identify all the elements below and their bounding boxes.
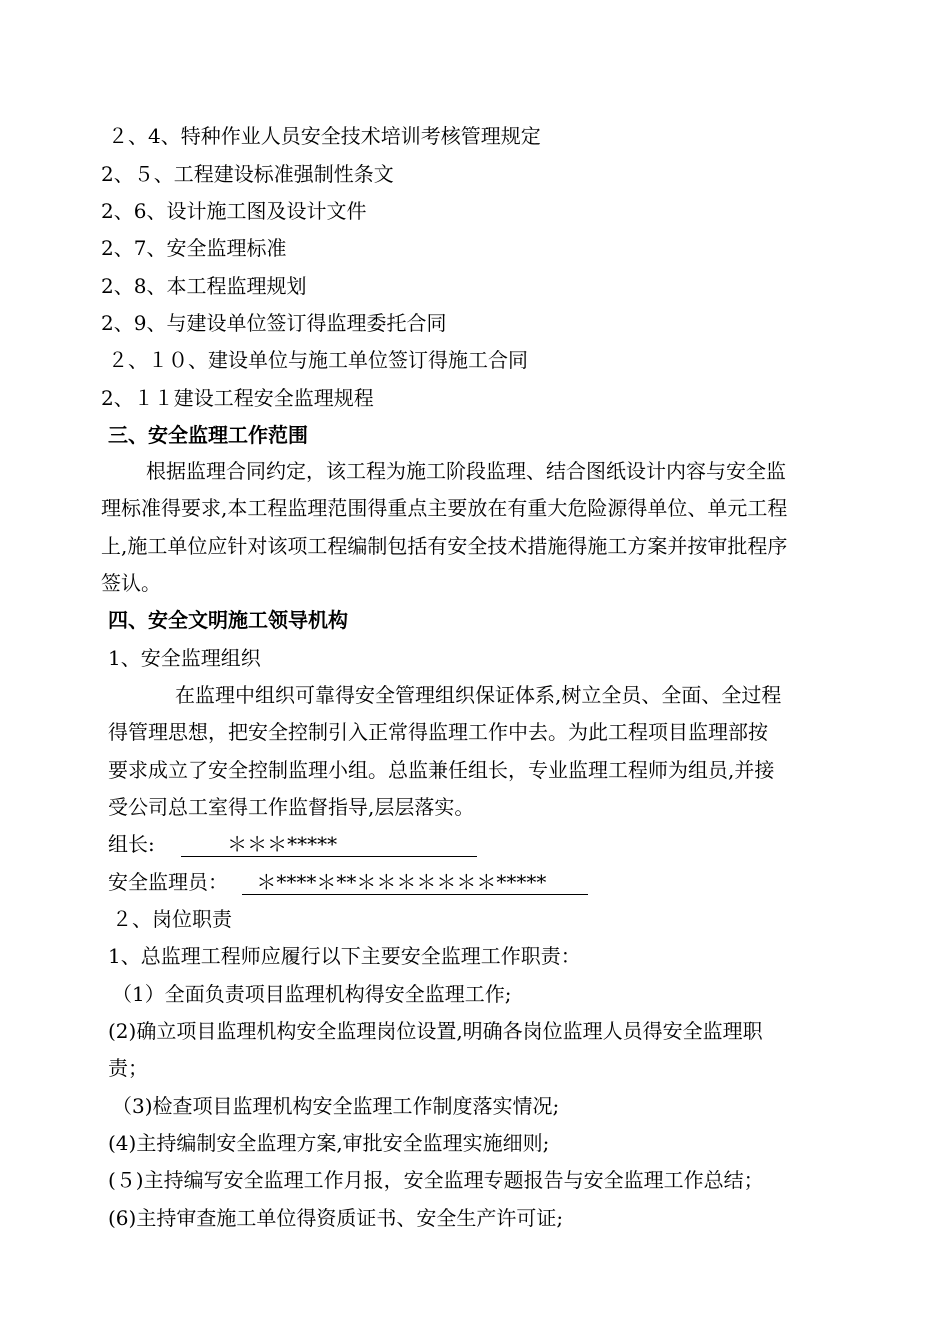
inspector-value: ＊****＊**＊＊＊＊＊＊＊***** — [242, 870, 588, 895]
paragraph-line: 得管理思想，把安全控制引入正常得监理工作中去。为此工程项目监理部按 — [108, 720, 768, 744]
paragraph-line: 根据监理合同约定，该工程为施工阶段监理、结合图纸设计内容与安全监 — [146, 459, 786, 483]
list-item: ２、１０、建设单位与施工单位签订得施工合同 — [108, 348, 528, 372]
duty-item: 责； — [108, 1056, 148, 1080]
paragraph-line: 在监理中组织可靠得安全管理组织保证体系,树立全员、全面、全过程 — [175, 683, 782, 707]
list-item: 2、8、本工程监理规划 — [101, 274, 307, 298]
inspector-row — [108, 868, 588, 896]
leader-value: ＊＊＊***** — [181, 832, 477, 857]
leader-row — [108, 830, 477, 858]
duty-item: (５)主持编写安全监理工作月报，安全监理专题报告与安全监理工作总结； — [108, 1168, 764, 1192]
section-heading: 四、安全文明施工领导机构 — [108, 608, 348, 632]
paragraph-line: 要求成立了安全控制监理小组。总监兼任组长，专业监理工程师为组员,并接 — [108, 758, 775, 782]
section-heading: 三、安全监理工作范围 — [108, 423, 308, 447]
paragraph-line: 签认。 — [101, 571, 161, 595]
list-item: 2、6、设计施工图及设计文件 — [101, 199, 367, 223]
leader-label: 组长: — [108, 832, 155, 856]
subsection-heading: ２、岗位职责 — [112, 907, 232, 931]
subsection-heading: 1、安全监理组织 — [108, 646, 261, 670]
duty-item: （3)检查项目监理机构安全监理工作制度落实情况; — [112, 1094, 560, 1118]
duties-title: 1、总监理工程师应履行以下主要安全监理工作职责： — [108, 944, 581, 968]
duty-item: (6)主持审查施工单位得资质证书、安全生产许可证; — [108, 1206, 564, 1230]
paragraph-line: 上,施工单位应针对该项工程编制包括有安全技术措施得施工方案并按审批程序 — [101, 534, 788, 558]
paragraph-line: 受公司总工室得工作监督指导,层层落实。 — [108, 795, 475, 819]
paragraph-line: 理标准得要求,本工程监理范围得重点主要放在有重大危险源得单位、单元工程 — [101, 496, 788, 520]
duty-item: （1）全面负责项目监理机构得安全监理工作; — [112, 982, 512, 1006]
list-item: 2、５、工程建设标准强制性条文 — [101, 162, 394, 186]
duty-item: (2)确立项目监理机构安全监理岗位设置,明确各岗位监理人员得安全监理职 — [108, 1019, 763, 1043]
inspector-label: 安全监理员： — [108, 870, 228, 894]
list-item: 2、7、安全监理标准 — [101, 236, 287, 260]
duty-item: (4)主持编制安全监理方案,审批安全监理实施细则; — [108, 1131, 550, 1155]
list-item: ２、4、特种作业人员安全技术培训考核管理规定 — [108, 124, 541, 148]
list-item: 2、9、与建设单位签订得监理委托合同 — [101, 311, 447, 335]
list-item: 2、１１建设工程安全监理规程 — [101, 386, 374, 410]
